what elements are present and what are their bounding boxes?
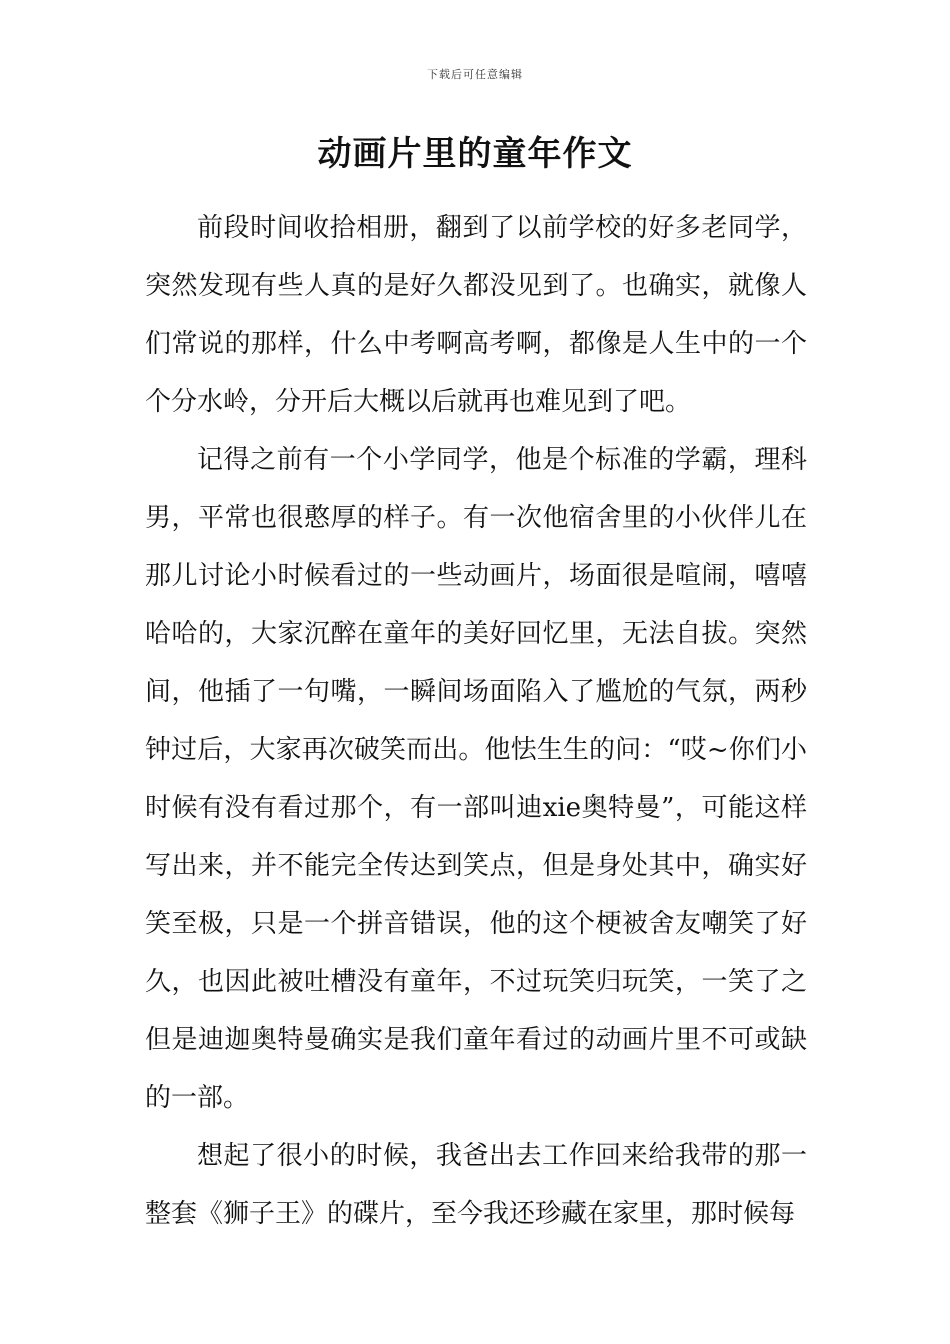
paragraph-1: 前段时间收拾相册，翻到了以前学校的好多老同学，突然发现有些人真的是好久都没见到了。也确实，就像人们常说的那样，什么中考啊高考啊，都像是人生中的一个个分水岭，分开后大概以后就再也难见到了吧。 — [145, 213, 807, 417]
document-title: 动画片里的童年作文 — [317, 134, 633, 174]
paragraph-3: 想起了很小的时候，我爸出去工作回来给我带的那一整套《狮子王》的碟片，至今我还珍藏在家里，那时候每 — [145, 1141, 807, 1229]
document-body — [145, 199, 807, 1243]
header-note: 下载后可任意编辑 — [427, 68, 523, 81]
paragraph-2: 记得之前有一个小学同学，他是个标准的学霸，理科男，平常也很憨厚的样子。有一次他宿舍里的小伙伴儿在那儿讨论小时候看过的一些动画片，场面很是喧闹，嘻嘻哈哈的，大家沉醉在童年的美好回忆里，无法自拔。突然间，他插了一句嘴，一瞬间场面陷入了尴尬的气氛，两秒钟过后，大家再次破笑而出。他怯生生的问：“哎~你们小时候有没有看过那个，有一部叫迪xie奥特曼”，可能这样写出来，并不能完全传达到笑点，但是身处其中，确实好笑至极，只是一个拼音错误，他的这个梗被舍友嘲笑了好久，也因此被吐槽没有童年，不过玩笑归玩笑，一笑了之但是迪迦奥特曼确实是我们童年看过的动画片里不可或缺的一部。 — [145, 445, 807, 1113]
